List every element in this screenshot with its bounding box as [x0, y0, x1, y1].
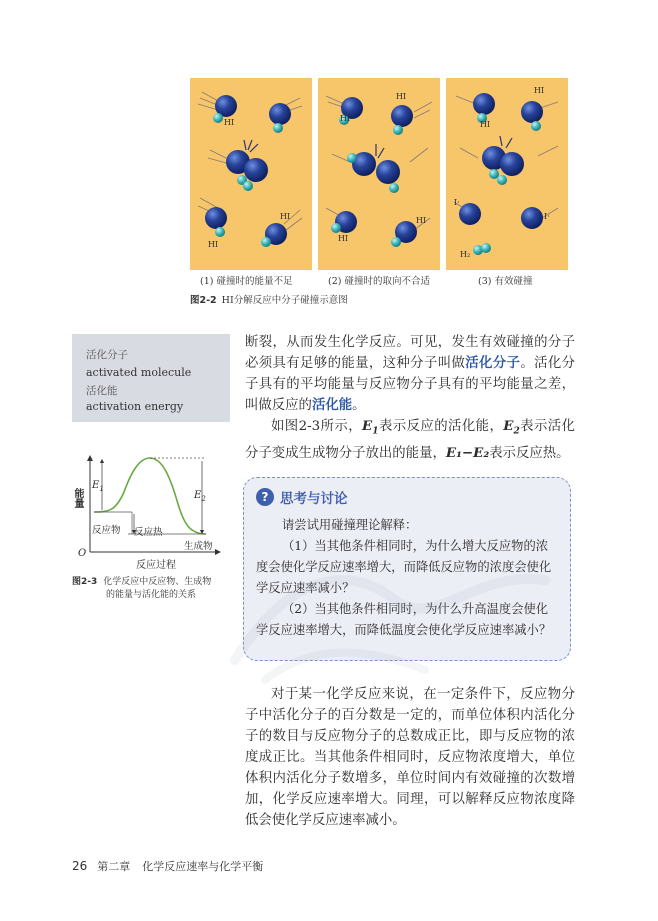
term-activated-molecule: 活化分子: [465, 356, 521, 371]
hi-label: HI: [208, 240, 219, 249]
glossary-term-en: activation energy: [86, 400, 184, 413]
e1-label: $E_1$: [92, 480, 104, 493]
glossary-term-zh: 活化能: [86, 385, 118, 397]
panel-1-caption: (1) 碰撞时的能量不足: [200, 276, 293, 287]
page-footer: [72, 858, 263, 874]
think-question-2: （2）当其他条件相同时，为什么升高温度会使化学反应速率增大，而降低温度会使化学反应速率减小？: [256, 602, 552, 637]
collision-panel-2: [318, 78, 440, 270]
glossary-term-en: activated molecule: [86, 366, 192, 379]
collision-panel-1: [190, 78, 312, 270]
chapter-number: 第二章: [97, 860, 131, 873]
hi-label: HI: [224, 118, 235, 127]
e2-label: $E_2$: [194, 490, 206, 503]
hi-label: HI: [280, 212, 291, 221]
figure-2-2-caption: [190, 292, 348, 306]
hi-label: HI: [416, 216, 427, 225]
figure-caption-line1: 化学反应中反应物、生成物: [103, 577, 212, 587]
panel-2-caption: (2) 碰撞时的取向不合适: [328, 276, 430, 287]
hi-label: HI: [480, 120, 491, 129]
hi-label: HI: [396, 92, 407, 101]
glossary-term-zh: 活化分子: [86, 349, 128, 361]
collision-panel-3: [446, 78, 568, 270]
figure-title: HI分解反应中分子碰撞示意图: [221, 295, 348, 306]
paragraph-figure-ref: 如图2-3所示，$E_1$表示反应的活化能，$E_2$表示活化分子变成生成物分子放出的能量，E₁−E₂表示反应热。: [245, 418, 575, 461]
paragraph-activation: 断裂，从而发生化学反应。可见，发生有效碰撞的分子必须具有足够的能量，这种分子叫做活化分子。活化分子具有的平均能量与反应物分子具有的平均能量之差，叫做反应的活化能。: [245, 335, 575, 413]
paragraph-concentration: 对于某一化学反应来说，在一定条件下，反应物分子中活化分子的百分数是一定的，而单位体积内活化分子的数目与反应物分子的总数成正比，即与反应物的浓度成正比。当其他条件相同时，反应物浓度增大，单位体积内活化分子数增多，单位时间内有效碰撞的次数增加，化学反应速率增大。同理，可以解释反应物浓度降低会使化学反应速率减小。: [245, 687, 575, 828]
x-axis-label: 反应过程: [136, 560, 176, 571]
figure-2-3-caption: [72, 576, 211, 602]
reaction-heat-label: 反应热: [134, 527, 163, 538]
question-icon: ?: [256, 488, 274, 506]
watermark: [225, 540, 555, 690]
iodine-radical-label: I·: [544, 212, 550, 221]
term-activation-energy: 活化能: [311, 398, 353, 413]
hi-label: HI: [340, 114, 351, 123]
chapter-title: 化学反应速率与化学平衡: [142, 860, 264, 873]
figure-number: 图2-2: [190, 295, 217, 306]
hi-label: HI: [338, 234, 349, 243]
think-discuss-header: [256, 486, 348, 508]
figure-caption-line2: 的能量与活化能的关系: [106, 590, 197, 600]
reactant-label: 反应物: [92, 525, 121, 536]
think-intro: 请尝试用碰撞理论解释：: [282, 518, 418, 532]
think-discuss-title: 思考与讨论: [280, 491, 348, 507]
hi-label: HI: [534, 86, 545, 95]
figure-number: 图2-3: [72, 577, 98, 587]
glossary-box: [72, 334, 230, 422]
energy-diagram: [72, 452, 222, 570]
y-axis-label: 能量: [72, 488, 83, 508]
panel-3-caption: (3) 有效碰撞: [478, 276, 533, 287]
product-label: 生成物: [184, 541, 213, 552]
page-number: 26: [72, 859, 88, 873]
think-question-1: （1）当其他条件相同时，为什么增大反应物的浓度会使化学反应速率增大，而降低反应物的浓度会使化学反应速率减小？: [256, 539, 552, 595]
iodine-radical-label: I·: [454, 198, 460, 207]
h2-label: H₂: [460, 250, 471, 259]
origin-label: O: [78, 548, 87, 559]
